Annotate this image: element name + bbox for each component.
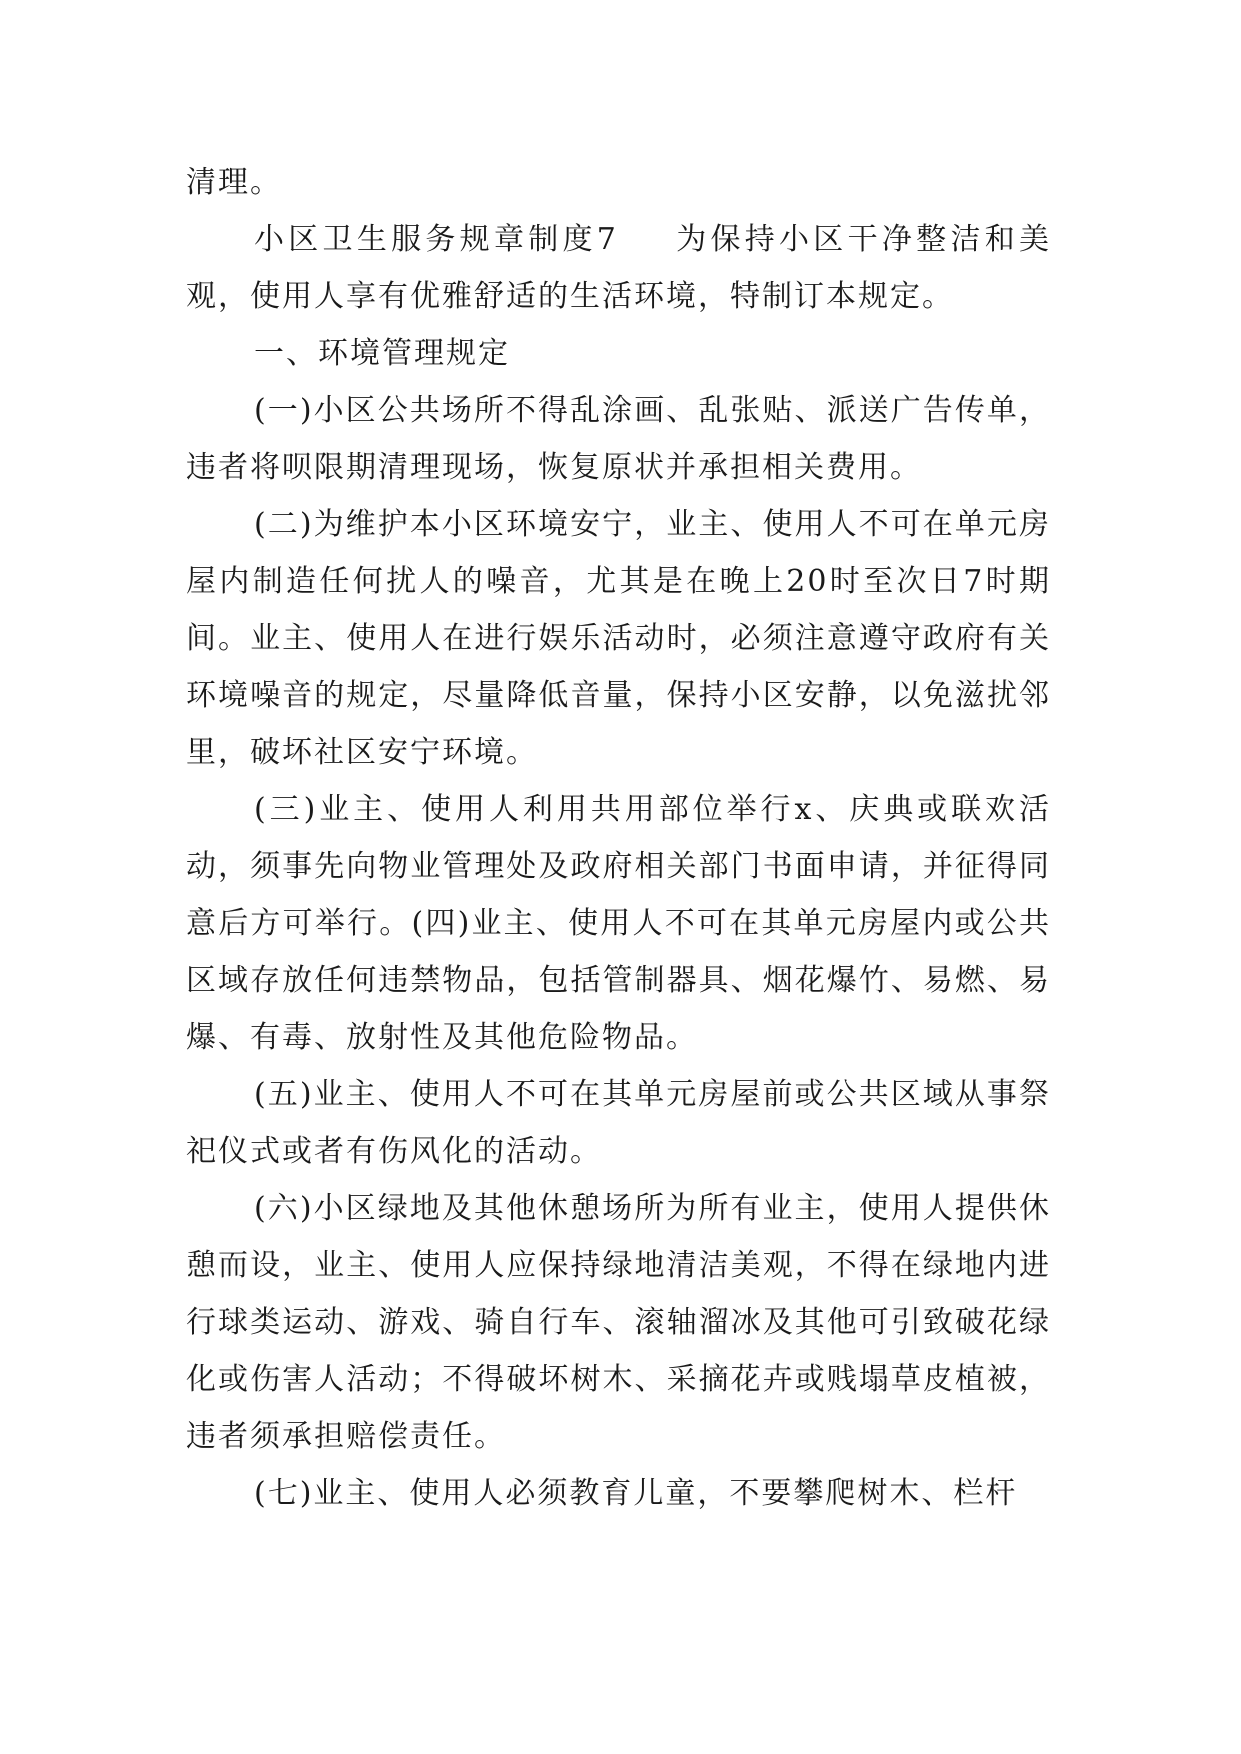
document-body bbox=[186, 154, 1051, 1522]
clause-6: (六)小区绿地及其他休憩场所为所有业主，使用人提供休憩而设，业主、使用人应保持绿地清洁美观，不得在绿地内进行球类运动、游戏、骑自行车、滚轴溜冰及其他可引致破花绿化或伤害人活动；不得破坏树木、采摘花卉或贱塌草皮植被，违者须承担赔偿责任。 bbox=[186, 1191, 1051, 1454]
clause-7: (七)业主、使用人必须教育儿童，不要攀爬树木、栏杆 bbox=[254, 1476, 1018, 1511]
clause-1: (一)小区公共场所不得乱涂画、乱张贴、派送广告传单，违者将呗限期清理现场，恢复原状并承担相关费用。 bbox=[186, 393, 1051, 485]
regulation-title: 小区卫生服务规章制度7 bbox=[254, 222, 618, 257]
clause-5: (五)业主、使用人不可在其单元房屋前或公共区域从事祭祀仪式或者有伤风化的活动。 bbox=[186, 1077, 1051, 1169]
section-heading-environment: 一、环境管理规定 bbox=[254, 336, 510, 371]
clause-2: (二)为维护本小区环境安宁，业主、使用人不可在单元房屋内制造任何扰人的噪音，尤其是在晚上20时至次日7时期间。业主、使用人在进行娱乐活动时，必须注意遵守政府有关环境噪音的规定，尽量降低音量，保持小区安静，以免滋扰邻里，破坏社区安宁环境。 bbox=[186, 507, 1051, 770]
paragraph-regulation-title bbox=[186, 211, 1051, 325]
regulation-intro: 为保持小区干净整洁和美观，使用人享有优雅舒适的生活环境，特制订本规定。 bbox=[186, 222, 1051, 314]
paragraph-continuation: 清理。 bbox=[186, 165, 282, 200]
clause-3-4: (三)业主、使用人利用共用部位举行x、庆典或联欢活动，须事先向物业管理处及政府相关部门书面申请，并征得同意后方可举行。(四)业主、使用人不可在其单元房屋内或公共区域存放任何违禁物品，包括管制器具、烟花爆竹、易燃、易爆、有毒、放射性及其他危险物品。 bbox=[186, 792, 1051, 1055]
